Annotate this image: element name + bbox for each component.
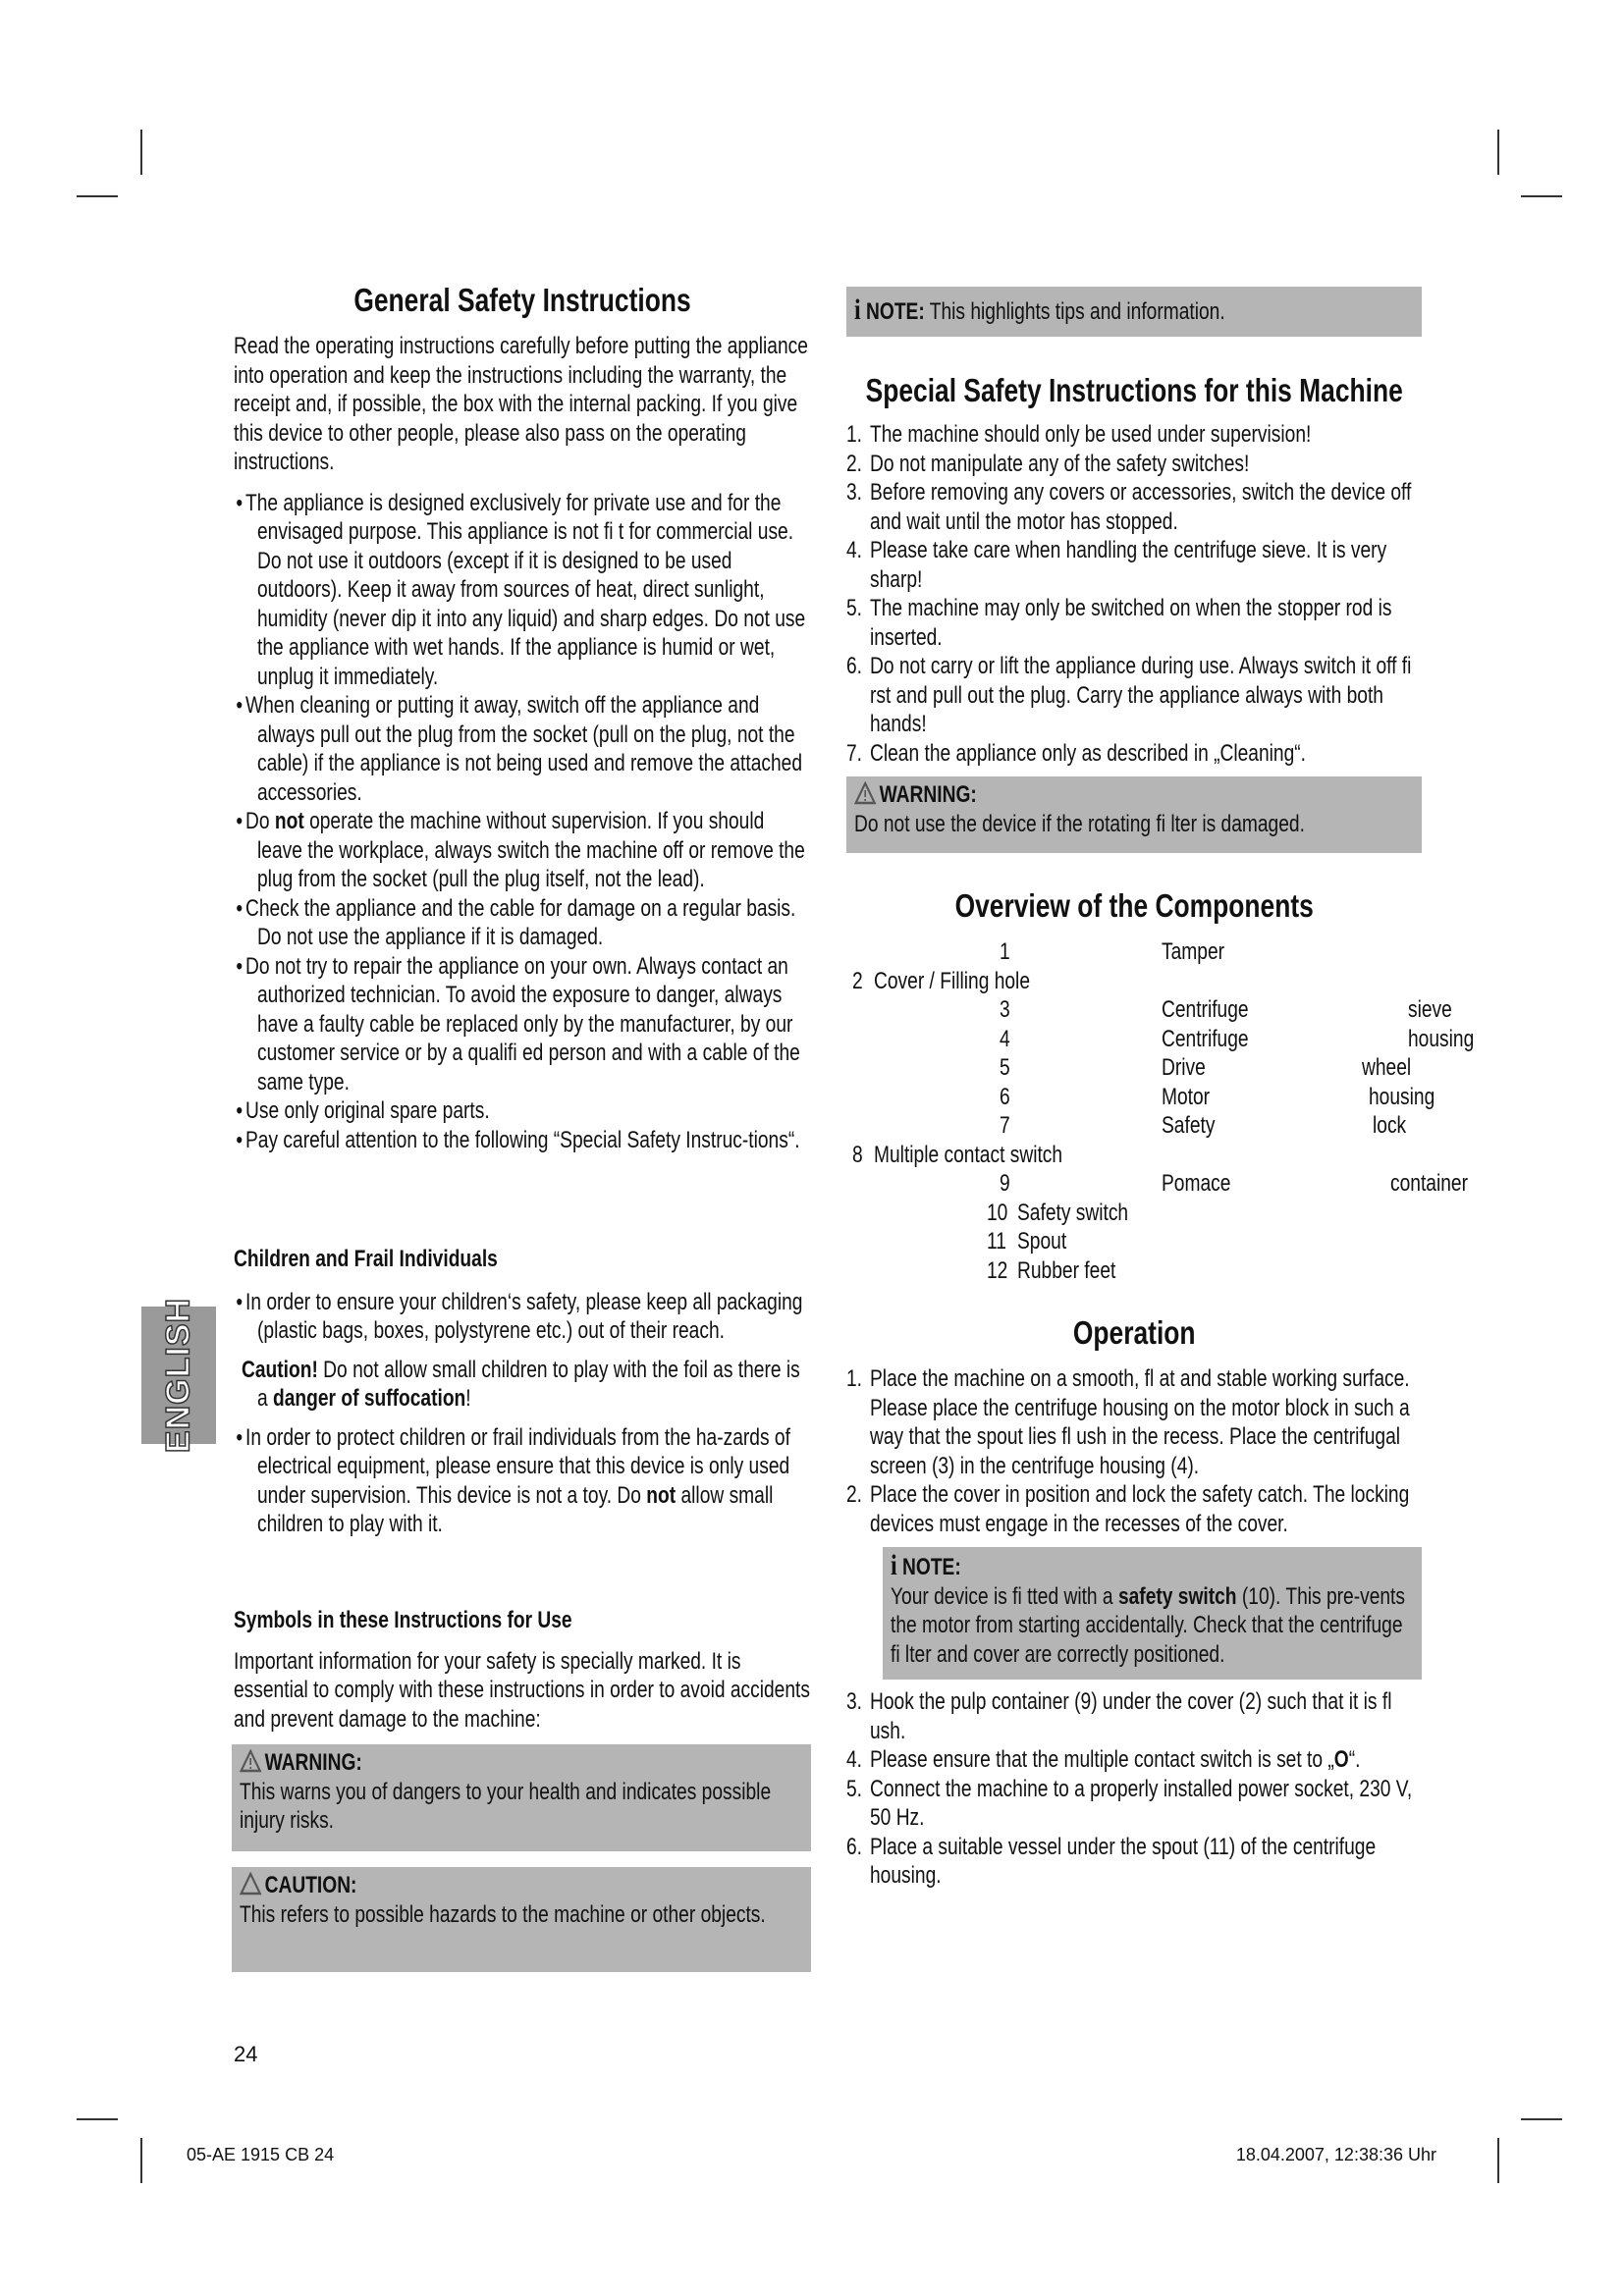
list-item: • In order to ensure your children‘s safety, please keep all packaging (plastic bags, boxes, polystyrene etc.) out of their reach. bbox=[236, 1288, 803, 1344]
component-number: 9 bbox=[1000, 1170, 1010, 1197]
component-name: Centrifuge bbox=[1162, 996, 1249, 1023]
caution-icon bbox=[240, 1872, 261, 1896]
component-number: 4 bbox=[1000, 1026, 1010, 1052]
list-item: 1. The machine should only be used under supervision! bbox=[846, 421, 1312, 448]
component-name-2: container bbox=[1390, 1170, 1468, 1197]
list-item: • When cleaning or putting it away, switch off the appliance and always pull out the plug from the socket (pull on the plug, not the cable) if the appliance is not being used and remove the attached accessories. bbox=[236, 692, 803, 806]
crop-mark bbox=[77, 195, 118, 197]
list-item: 5. Connect the machine to a properly installed power socket, 230 V, 50 Hz. bbox=[846, 1775, 1413, 1831]
info-icon: i bbox=[854, 294, 861, 326]
children-bullets-2 bbox=[234, 1423, 811, 1539]
component-name-2: wheel bbox=[1362, 1054, 1412, 1081]
language-tab bbox=[141, 1297, 216, 1454]
crop-mark bbox=[1521, 195, 1562, 197]
operation-list bbox=[846, 1364, 1422, 1538]
list-item: • Check the appliance and the cable for damage on a regular basis. Do not use the appliance if it is damaged. bbox=[236, 894, 796, 950]
component-name: Pomace bbox=[1162, 1170, 1231, 1197]
caution-box bbox=[232, 1867, 811, 1972]
list-item: 2. Do not manipulate any of the safety switches! bbox=[846, 450, 1250, 477]
footer-left: 05-AE 1915 CB 24 bbox=[187, 2145, 335, 2164]
component-name: Rubber feet bbox=[1017, 1257, 1116, 1284]
crop-mark bbox=[1497, 130, 1499, 175]
section-title: Operation bbox=[1072, 1314, 1196, 1351]
warning-title: WARNING: bbox=[264, 1749, 362, 1776]
warning-box bbox=[846, 776, 1422, 853]
component-number: 11 bbox=[987, 1228, 1006, 1255]
component-name: Drive bbox=[1162, 1054, 1206, 1081]
list-item: • Do not operate the machine without supervision. If you should leave the workplace, always switch the machine off or remove the plug from the socket (pull the plug itself, not the lead). bbox=[236, 808, 805, 892]
component-number: 2 bbox=[852, 968, 863, 994]
warning-text: This warns you of dangers to your health and indicates possible injury risks. bbox=[240, 1778, 772, 1834]
component-number: 5 bbox=[1000, 1054, 1010, 1081]
component-name-2: sieve bbox=[1408, 996, 1452, 1023]
warning-icon bbox=[240, 1749, 261, 1773]
crop-mark bbox=[140, 2138, 142, 2183]
overview-heading-wrap bbox=[846, 886, 1422, 926]
list-item: 5. The machine may only be switched on when the stopper rod is inserted. bbox=[846, 595, 1392, 651]
note-text: This highlights tips and information. bbox=[924, 298, 1225, 325]
crop-mark bbox=[77, 2118, 118, 2120]
section-title: General Safety Instructions bbox=[353, 282, 691, 318]
component-number: 12 bbox=[987, 1257, 1008, 1284]
caution-title: CAUTION: bbox=[264, 1872, 357, 1898]
symbols-paragraph: Important information for your safety is specially marked. It is essential to comply with these instructions in order to avoid accidents and prevent damage to the machine: bbox=[234, 1647, 810, 1733]
page-number: 24 bbox=[234, 2042, 258, 2066]
component-number: 1 bbox=[1000, 938, 1010, 965]
footer-right: 18.04.2007, 12:38:36 Uhr bbox=[1235, 2145, 1436, 2164]
list-item: • Pay careful attention to the following “Special Safety Instruc-tions“. bbox=[236, 1126, 800, 1153]
component-name-2: lock bbox=[1373, 1112, 1407, 1139]
component-name: Centrifuge bbox=[1162, 1026, 1249, 1052]
list-item: • In order to protect children or frail individuals from the ha-zards of electrical equipment, please ensure that this device is only used under supervision. This device is not a toy. Do not allow small children to play with it. bbox=[236, 1423, 790, 1537]
list-item: 3. Hook the pulp container (9) under the cover (2) such that it is fl ush. bbox=[846, 1688, 1392, 1744]
caution-note: Caution! Do not allow small children to play with the foil as there is a danger of suffocation! bbox=[242, 1356, 800, 1412]
operation-list-2 bbox=[846, 1687, 1422, 1891]
list-item: 4. Please take care when handling the centrifuge sieve. It is very sharp! bbox=[846, 537, 1387, 593]
list-item: • Use only original spare parts. bbox=[236, 1097, 490, 1124]
list-item: 2. Place the cover in position and lock the safety catch. The locking devices must engage in the recesses of the cover. bbox=[846, 1481, 1410, 1537]
component-name: Spout bbox=[1017, 1228, 1067, 1255]
component-name: Tamper bbox=[1162, 938, 1225, 965]
component-name: Safety switch bbox=[1017, 1200, 1129, 1226]
component-number: 7 bbox=[1000, 1112, 1010, 1139]
language-tab-label: ENGLISH bbox=[159, 1297, 197, 1454]
list-item: 3. Before removing any covers or accessories, switch the device off and wait until the motor has stopped. bbox=[846, 479, 1412, 535]
subheading: Symbols in these Instructions for Use bbox=[234, 1607, 572, 1633]
safety-bullets bbox=[234, 489, 811, 1155]
children-section bbox=[234, 1245, 811, 1539]
crop-mark bbox=[140, 130, 142, 175]
note-text: Your device is fi tted with a safety switch (10). This pre-vents the motor from starting accidentally. Check that the centrifuge fi lter and cover are correctly positioned. bbox=[891, 1582, 1405, 1668]
component-name-2: housing bbox=[1408, 1026, 1475, 1052]
component-number: 6 bbox=[1000, 1084, 1010, 1110]
component-name-2: housing bbox=[1369, 1084, 1435, 1110]
list-item: 7. Clean the appliance only as described in „Cleaning“. bbox=[846, 739, 1306, 767]
list-item: 1. Place the machine on a smooth, fl at and stable working surface. Please place the centrifuge housing on the motor block in such a way that the spout lies fl ush in the recess. Place the centrifugal screen (3) in the centrifuge housing (4). bbox=[846, 1365, 1410, 1479]
list-item: • The appliance is designed exclusively for private use and for the envisaged purpose. This appliance is not fi t for commercial use. Do not use it outdoors (except if it is designed to be used outdoors). Keep it away from sources of heat, direct sunlight, humidity (never dip it into any liquid) and sharp edges. Do not use the appliance with wet hands. If the appliance is humid or wet, unplug it immediately. bbox=[236, 489, 806, 690]
operation-section bbox=[846, 1313, 1422, 1538]
list-item: 6. Do not carry or lift the appliance during use. Always switch it off fi rst and pull out the plug. Carry the appliance always with both hands! bbox=[846, 653, 1412, 737]
warning-text: Do not use the device if the rotating fi lter is damaged. bbox=[854, 810, 1305, 837]
special-safety-section bbox=[846, 371, 1422, 768]
crop-mark bbox=[1521, 2118, 1562, 2120]
operation-section-2 bbox=[846, 1687, 1422, 1891]
general-safety-section bbox=[234, 281, 811, 1154]
section-title: Special Safety Instructions for this Machine bbox=[865, 372, 1403, 408]
note-title: NOTE: bbox=[902, 1554, 961, 1580]
component-number: 3 bbox=[1000, 996, 1010, 1023]
warning-box bbox=[232, 1744, 811, 1851]
section-title: Overview of the Components bbox=[954, 887, 1314, 924]
list-item: 6. Place a suitable vessel under the spout (11) of the centrifuge housing. bbox=[846, 1833, 1377, 1889]
component-name: Cover / Filling hole bbox=[874, 968, 1030, 994]
component-name: Multiple contact switch bbox=[874, 1142, 1063, 1168]
component-name: Motor bbox=[1162, 1084, 1211, 1110]
note-box bbox=[846, 287, 1422, 337]
crop-mark bbox=[1497, 2138, 1499, 2183]
subheading: Children and Frail Individuals bbox=[234, 1246, 498, 1272]
intro-paragraph: Read the operating instructions carefully before putting the appliance into operation and keep the instructions including the warranty, the receipt and, if possible, the box with the internal packing. If you give this device to other people, please also pass on the operating instructions. bbox=[234, 333, 808, 475]
list-item: 4. Please ensure that the multiple contact switch is set to „O“. bbox=[846, 1746, 1361, 1773]
warning-title: WARNING: bbox=[879, 781, 977, 808]
note-box bbox=[883, 1547, 1422, 1680]
children-bullets bbox=[234, 1288, 811, 1346]
info-icon: i bbox=[891, 1549, 897, 1581]
symbols-section bbox=[234, 1606, 811, 1734]
note-title: NOTE: bbox=[866, 298, 925, 325]
component-name: Safety bbox=[1162, 1112, 1216, 1139]
caution-text: This refers to possible hazards to the machine or other objects. bbox=[240, 1900, 766, 1928]
component-number: 8 bbox=[852, 1142, 863, 1168]
list-item: • Do not try to repair the appliance on your own. Always contact an authorized technician. To avoid the exposure to danger, always have a faulty cable be replaced only by the manufacturer, by our customer service or by a qualifi ed person and with a cable of the same type. bbox=[236, 952, 800, 1095]
special-list bbox=[846, 420, 1422, 768]
warning-icon bbox=[854, 781, 876, 805]
component-number: 10 bbox=[987, 1200, 1008, 1226]
